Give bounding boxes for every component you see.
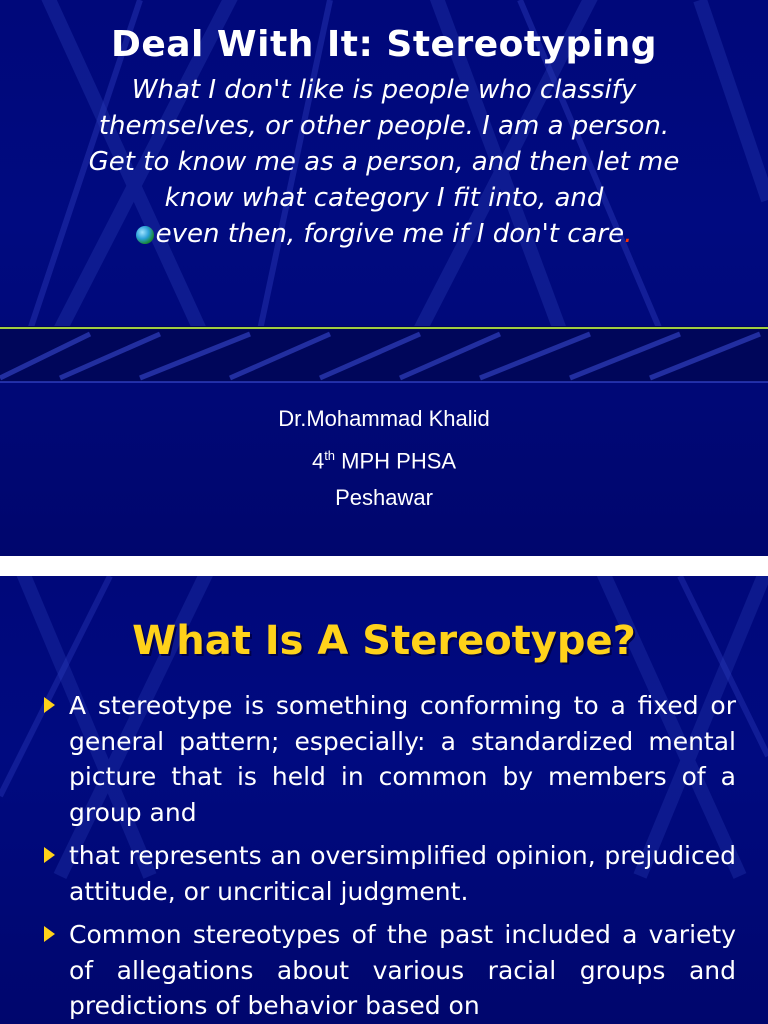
- list-item: [44, 838, 736, 909]
- quote-line: What I don't like is people who classify: [131, 75, 637, 105]
- arrow-bullet-icon: [44, 926, 55, 942]
- arrow-bullet-icon: [44, 697, 55, 713]
- quote-line: know what category I fit into, and: [164, 183, 604, 213]
- program-ordinal: th: [324, 448, 336, 463]
- quote-line: Get to know me as a person, and then let me: [88, 147, 680, 177]
- list-item: [44, 688, 736, 830]
- bullet-text: that represents an oversimplified opinion, prejudiced attitude, or uncritical judgment.: [69, 841, 736, 906]
- author-name: Dr.Mohammad Khalid: [278, 406, 490, 431]
- quote-line: even then, forgive me if I don't care: [155, 219, 625, 249]
- author-block: [0, 400, 768, 516]
- slide-separator: [0, 556, 768, 576]
- bullet-list: [44, 688, 736, 1024]
- slide-2: [0, 576, 768, 1024]
- bullet-text: Common stereotypes of the past included a variety of allegations about various racial groups and predictions of behavior based on: [69, 920, 736, 1020]
- quote-line-last: [40, 216, 728, 252]
- program-number: 4: [311, 448, 325, 474]
- program-name: MPH PHSA: [335, 448, 457, 474]
- slide-1-title: Deal With It: Stereotyping: [110, 24, 658, 65]
- author-program: [0, 437, 768, 479]
- bullet-text: A stereotype is something conforming to a fixed or general pattern; especially: a standardized mental picture that is held in common by members of a group and: [69, 691, 736, 827]
- quote-text: [40, 72, 728, 252]
- quote-end-mark: .: [624, 219, 633, 249]
- arrow-bullet-icon: [44, 847, 55, 863]
- quote-line: themselves, or other people. I am a person.: [98, 111, 670, 141]
- slide-2-title: What Is A Stereotype?: [132, 618, 636, 664]
- list-item: [44, 917, 736, 1024]
- globe-icon: [136, 226, 154, 244]
- author-city: Peshawar: [335, 485, 433, 511]
